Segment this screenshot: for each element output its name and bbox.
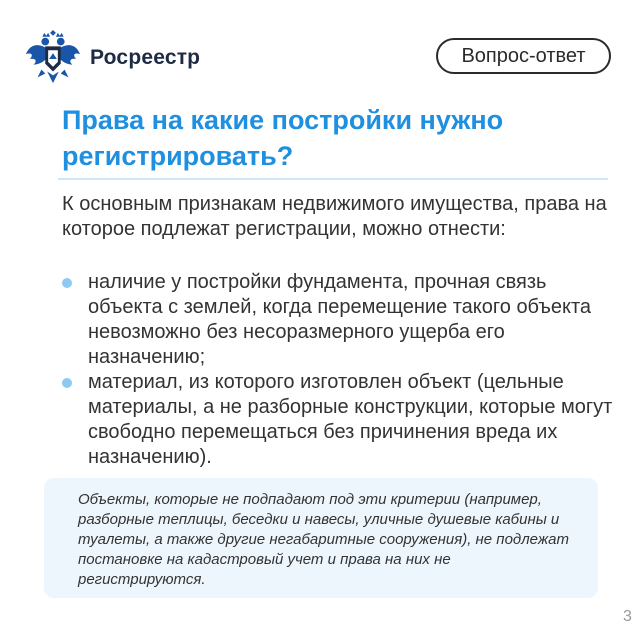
page-number: 3: [623, 608, 632, 625]
bullet-dot-icon: [62, 378, 72, 388]
bullet-dot-icon: [62, 278, 72, 288]
list-item-text: материал, из которого изготовлен объект (цельные материалы, а не разборные конструкции, которые могут свободно перемещаться без причинения вреда их назначению).: [88, 371, 613, 468]
title-divider: [58, 178, 608, 180]
double-headed-eagle-icon: [24, 29, 82, 87]
category-tag: Вопрос-ответ: [436, 38, 611, 74]
list-item-text: наличие у постройки фундамента, прочная связь объекта с землей, когда перемещение такого объекта невозможно без несоразмерного ущерба его назначению;: [88, 271, 592, 368]
intro-paragraph: К основным признакам недвижимого имущества, права на которое подлежат регистрации, можно отнести:: [62, 193, 607, 240]
note-box: Объекты, которые не подпадают под эти критерии (например, разборные теплицы, беседки и навесы, уличные душевые кабины и туалеты, а также другие негабаритные сооружения), не подлежат постановке на кадастровый учет и права на них не регистрируются.: [44, 478, 598, 598]
criteria-list: [62, 270, 622, 470]
list-item: [62, 370, 622, 470]
brand-logo: [24, 26, 200, 90]
list-item: [62, 270, 622, 370]
brand-name: Росреестр: [90, 46, 201, 69]
page-title: Права на какие постройки нужно регистрировать?: [62, 105, 504, 171]
